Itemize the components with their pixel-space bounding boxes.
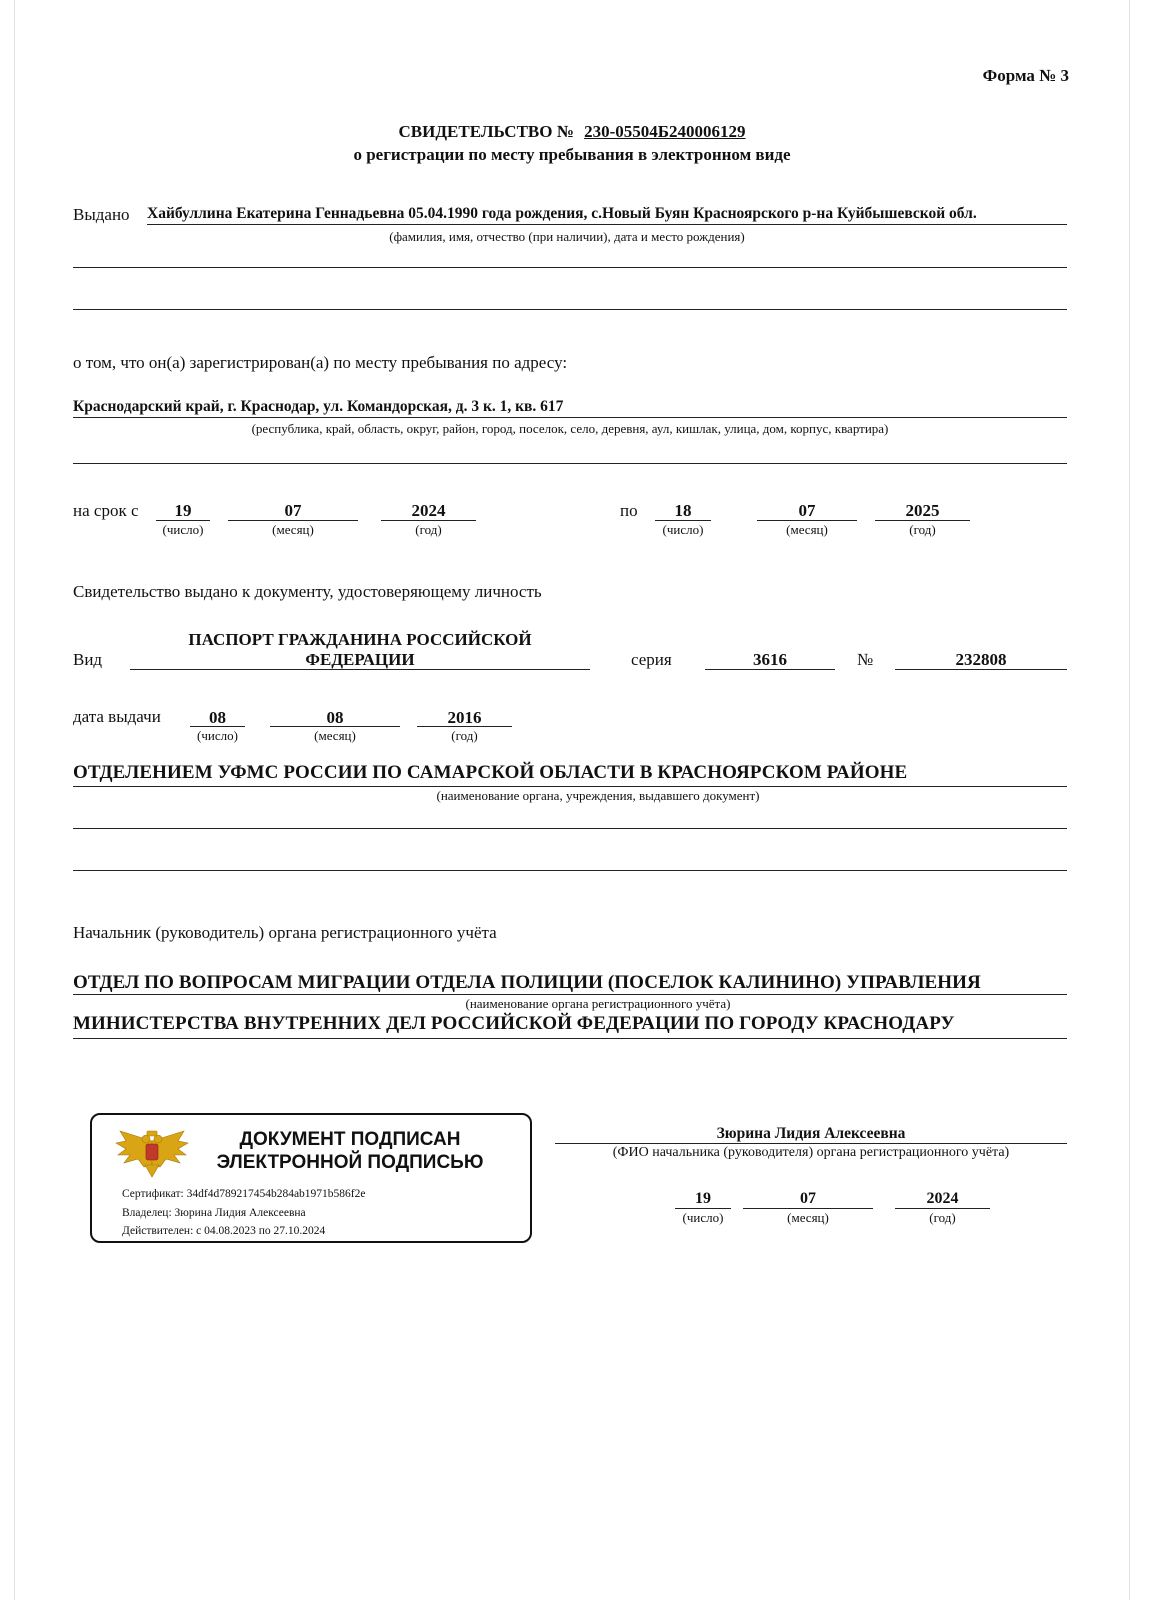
month-hint: (месяц) [314, 728, 356, 743]
term-from-label: на срок с [73, 501, 139, 520]
address-hint: (республика, край, область, округ, район, город, поселок, село, деревня, аул, кишлак, улица, дом, корпус, квартира) [251, 421, 889, 436]
blank-line [73, 267, 1067, 268]
term-to-label: по [620, 501, 638, 520]
issuing-authority-hint: (наименование органа, учреждения, выдавшего документ) [436, 788, 760, 803]
identity-doc-intro: Свидетельство выдано к документу, удостоверяющему личность [73, 582, 542, 601]
stamp-title-line1: ДОКУМЕНТ ПОДПИСАН [239, 1129, 461, 1150]
term-to-year: 2025 [905, 501, 940, 520]
term-from-day: 19 [174, 501, 192, 520]
number-label: № [857, 650, 874, 669]
underline [757, 520, 857, 521]
doc-type-line1: ПАСПОРТ ГРАЖДАНИНА РОССИЙСКОЙ [188, 630, 532, 649]
doc-type-label: Вид [73, 650, 103, 669]
certificate-number: 230-05504Б240006129 [584, 122, 746, 141]
year-hint: (год) [929, 1210, 956, 1225]
year-hint: (год) [415, 522, 442, 537]
underline [655, 520, 711, 521]
address-value: Краснодарский край, г. Краснодар, ул. Командорская, д. 3 к. 1, кв. 617 [73, 398, 564, 415]
signer-hint: (ФИО начальника (руководителя) органа регистрационного учёта) [612, 1145, 1010, 1160]
term-to-month: 07 [798, 501, 816, 520]
underline [875, 520, 970, 521]
day-hint: (число) [162, 522, 204, 537]
underline [130, 669, 590, 670]
stamp-certificate: Сертификат: 34df4d789217454b284ab1971b586f2e [122, 1188, 366, 1200]
year-hint: (год) [909, 522, 936, 537]
day-hint: (число) [197, 728, 238, 743]
issued-to-label: Выдано [73, 205, 130, 224]
blank-line [73, 828, 1067, 829]
underline [73, 1038, 1067, 1039]
underline [417, 726, 512, 727]
issuing-authority: ОТДЕЛЕНИЕМ УФМС РОССИИ ПО САМАРСКОЙ ОБЛАСТИ В КРАСНОЯРСКОМ РАЙОНЕ [73, 762, 908, 783]
underline [555, 1143, 1067, 1144]
day-hint: (число) [682, 1210, 724, 1225]
underline [895, 669, 1067, 670]
address-intro: о том, что он(а) зарегистрирован(а) по месту пребывания по адресу: [73, 353, 568, 372]
underline [156, 520, 210, 521]
term-from-month: 07 [284, 501, 302, 520]
issue-date-label: дата выдачи [73, 707, 161, 726]
year-hint: (год) [451, 728, 478, 743]
document-page [14, 0, 1130, 1600]
issued-to-hint: (фамилия, имя, отчество (при наличии), дата и место рождения) [389, 229, 745, 244]
head-intro: Начальник (руководитель) органа регистрационного учёта [73, 923, 497, 942]
issued-to-underline [147, 224, 1067, 225]
underline [73, 786, 1067, 787]
registration-org-line1: ОТДЕЛ ПО ВОПРОСАМ МИГРАЦИИ ОТДЕЛА ПОЛИЦИИ (ПОСЕЛОК КАЛИНИНО) УПРАВЛЕНИЯ [73, 972, 981, 993]
blank-line [73, 309, 1067, 310]
underline [675, 1208, 731, 1209]
electronic-signature-stamp [90, 1113, 532, 1243]
doc-type-line2: ФЕДЕРАЦИИ [305, 650, 415, 669]
blank-line [73, 870, 1067, 871]
stamp-title [200, 1128, 500, 1174]
issue-month: 08 [326, 708, 344, 727]
blank-line [73, 463, 1067, 464]
underline [190, 726, 245, 727]
certificate-subtitle: о регистрации по месту пребывания в электронном виде [353, 145, 791, 164]
registration-org-hint: (наименование органа регистрационного учёта) [465, 996, 731, 1011]
underline [228, 520, 358, 521]
month-hint: (месяц) [787, 1210, 829, 1225]
signer-month: 07 [800, 1190, 816, 1207]
issue-year: 2016 [447, 708, 482, 727]
series-label: серия [631, 650, 672, 669]
underline [73, 994, 1067, 995]
month-hint: (месяц) [272, 522, 314, 537]
underline [381, 520, 476, 521]
underline [705, 669, 835, 670]
signer-day: 19 [695, 1190, 711, 1207]
mvd-emblem-icon [112, 1127, 192, 1179]
term-to-day: 18 [674, 501, 692, 520]
signer-name: Зюрина Лидия Алексеевна [716, 1125, 906, 1142]
series-value: 3616 [753, 650, 787, 669]
certificate-title-prefix: СВИДЕТЕЛЬСТВО № [398, 122, 574, 141]
issued-to-value: Хайбуллина Екатерина Геннадьевна 05.04.1990 года рождения, с.Новый Буян Красноярского р-на Куйбышевской обл. [147, 205, 977, 222]
issue-day: 08 [209, 708, 226, 727]
address-underline [73, 417, 1067, 418]
term-from-year: 2024 [411, 501, 446, 520]
signer-year: 2024 [926, 1190, 959, 1207]
certificate-title [15, 122, 1129, 142]
day-hint: (число) [662, 522, 704, 537]
stamp-title-line2: ЭЛЕКТРОННОЙ ПОДПИСЬЮ [216, 1152, 484, 1173]
underline [895, 1208, 990, 1209]
registration-org-line2: МИНИСТЕРСТВА ВНУТРЕННИХ ДЕЛ РОССИЙСКОЙ ФЕДЕРАЦИИ ПО ГОРОДУ КРАСНОДАРУ [73, 1013, 955, 1034]
underline [270, 726, 400, 727]
stamp-owner: Владелец: Зюрина Лидия Алексеевна [122, 1207, 306, 1219]
underline [743, 1208, 873, 1209]
number-value: 232808 [955, 650, 1007, 669]
form-number: Форма № 3 [982, 66, 1069, 85]
month-hint: (месяц) [786, 522, 828, 537]
stamp-validity: Действителен: с 04.08.2023 по 27.10.2024 [122, 1225, 326, 1237]
